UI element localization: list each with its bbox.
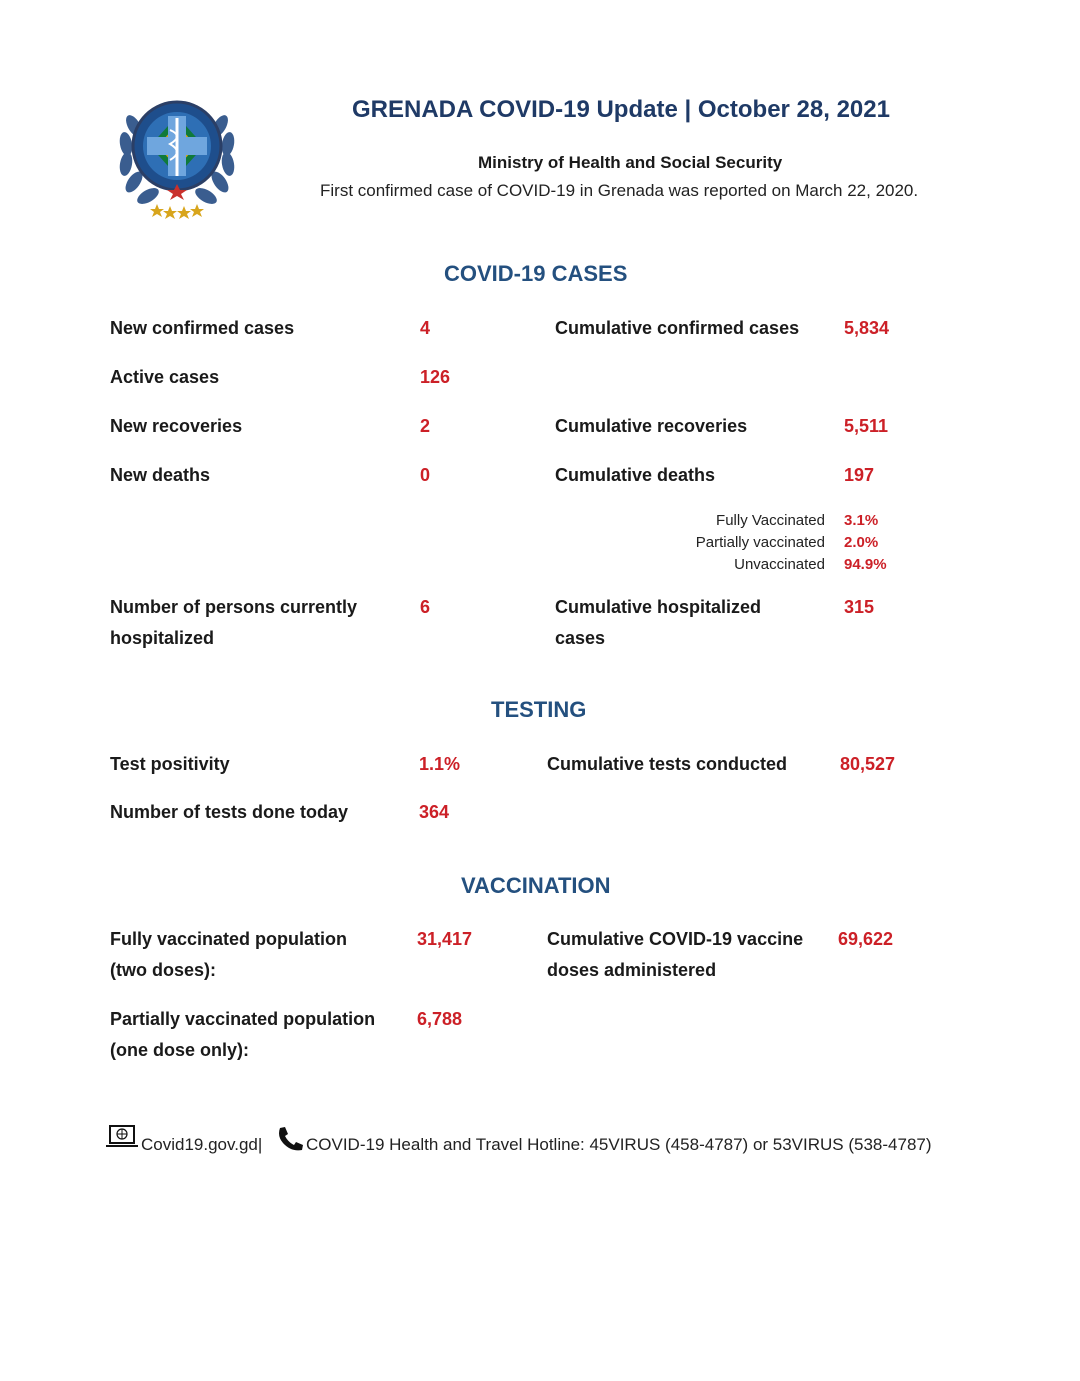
ministry-logo bbox=[112, 86, 242, 222]
cumulative-doses-label-line1: Cumulative COVID-19 vaccine bbox=[547, 929, 804, 949]
deaths-breakdown-value: 2.0% bbox=[844, 534, 879, 551]
hotline-text: COVID-19 Health and Travel Hotline: 45VIRUS (458-4787) or 53VIRUS (538-4787) bbox=[306, 1135, 932, 1154]
new-recoveries-value: 2 bbox=[420, 416, 431, 436]
tests-today-label: Number of tests done today bbox=[110, 802, 349, 822]
vaccination-heading: VACCINATION bbox=[461, 873, 611, 898]
cumulative-confirmed-label: Cumulative confirmed cases bbox=[555, 318, 800, 338]
cumulative-tests-value: 80,527 bbox=[840, 754, 896, 774]
fully-vaccinated-value: 31,417 bbox=[417, 929, 473, 949]
hospitalized-now-label-line1: Number of persons currently bbox=[110, 597, 358, 617]
deaths-breakdown-value: 3.1% bbox=[844, 512, 879, 529]
cumulative-deaths-value: 197 bbox=[844, 465, 875, 485]
new-confirmed-label: New confirmed cases bbox=[110, 318, 295, 338]
laptop-icon bbox=[105, 1124, 139, 1150]
cumulative-hospitalized-value: 315 bbox=[844, 597, 875, 617]
deaths-breakdown-value: 94.9% bbox=[844, 556, 887, 573]
hospitalized-now-label-line2: hospitalized bbox=[110, 628, 215, 648]
cumulative-hospitalized-label-line1: Cumulative hospitalized bbox=[555, 597, 762, 617]
website-link[interactable]: Covid19.gov.gd| bbox=[141, 1135, 263, 1154]
active-cases-value: 126 bbox=[420, 367, 451, 387]
cumulative-tests-label: Cumulative tests conducted bbox=[547, 754, 788, 774]
partially-vaccinated-label-line2: (one dose only): bbox=[110, 1040, 249, 1060]
hospitalized-now-value: 6 bbox=[420, 597, 431, 617]
cases-heading: COVID-19 CASES bbox=[444, 261, 628, 286]
tests-today-value: 364 bbox=[419, 802, 450, 822]
deaths-breakdown-label: Partially vaccinated bbox=[695, 534, 825, 551]
page-title: GRENADA COVID-19 Update | October 28, 2021 bbox=[352, 96, 890, 123]
cumulative-recoveries-value: 5,511 bbox=[844, 416, 889, 436]
first-case-note: First confirmed case of COVID-19 in Grenada was reported on March 22, 2020. bbox=[320, 181, 919, 200]
new-deaths-label: New deaths bbox=[110, 465, 211, 485]
cumulative-doses-value: 69,622 bbox=[838, 929, 894, 949]
cumulative-deaths-label: Cumulative deaths bbox=[555, 465, 716, 485]
partially-vaccinated-label-line1: Partially vaccinated population bbox=[110, 1009, 376, 1029]
active-cases-label: Active cases bbox=[110, 367, 220, 387]
fully-vaccinated-label-line1: Fully vaccinated population bbox=[110, 929, 348, 949]
deaths-breakdown-label: Unvaccinated bbox=[734, 556, 825, 573]
new-confirmed-value: 4 bbox=[420, 318, 431, 338]
cumulative-hospitalized-label-line2: cases bbox=[555, 628, 606, 648]
partially-vaccinated-value: 6,788 bbox=[417, 1009, 463, 1029]
test-positivity-label: Test positivity bbox=[110, 754, 230, 774]
fully-vaccinated-label-line2: (two doses): bbox=[110, 960, 216, 980]
phone-icon bbox=[276, 1126, 304, 1152]
cumulative-doses-label-line2: doses administered bbox=[547, 960, 717, 980]
new-deaths-value: 0 bbox=[420, 465, 431, 485]
cumulative-confirmed-value: 5,834 bbox=[844, 318, 890, 338]
deaths-breakdown-label: Fully Vaccinated bbox=[716, 512, 825, 529]
testing-heading: TESTING bbox=[491, 697, 587, 722]
new-recoveries-label: New recoveries bbox=[110, 416, 243, 436]
ministry-name: Ministry of Health and Social Security bbox=[478, 153, 783, 172]
cumulative-recoveries-label: Cumulative recoveries bbox=[555, 416, 748, 436]
test-positivity-value: 1.1% bbox=[419, 754, 461, 774]
